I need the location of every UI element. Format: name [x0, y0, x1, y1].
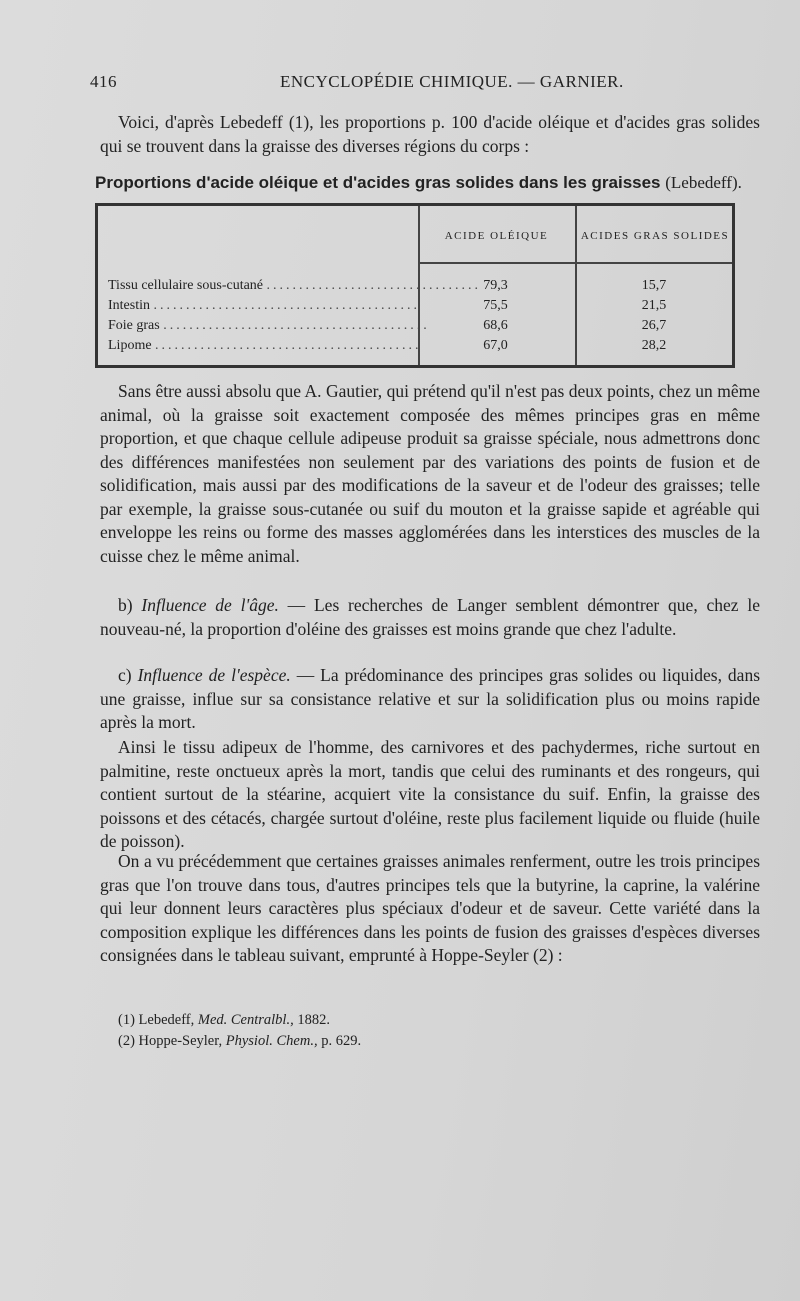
paragraph-age: b) Influence de l'âge. — Les recherches de Langer semblent démontrer que, chez le nouveau-né, la proportion d'oléine des graisses est moins grande que chez l'adulte.	[100, 595, 760, 639]
row-label: Foie gras	[108, 318, 160, 333]
cell-oleique: 67,0	[483, 338, 508, 353]
cell-oleique: 75,5	[483, 298, 508, 313]
paragraph-principes: On a vu précédemment que certaines graisses animales renferment, outre les trois principes gras que l'on trouve dans tous, d'autres principes tels que la butyrine, la caprine, la valérine qui leur donnent leurs caractères plus spéciaux d'odeur et de saveur. Cette variété dans la composition explique les différences dans les points de fusion des graisses d'espèces diverses consignées dans le tableau suivant, emprunté à Hoppe-Seyler (2) :	[100, 851, 760, 965]
cell-solides: 28,2	[641, 338, 667, 353]
intro-paragraph: Voici, d'après Lebedeff (1), les proportions p. 100 d'acide oléique et d'acides gras solides qui se trouvent dans la graisse des diverses régions du corps :	[100, 112, 760, 156]
table-row: Intestin ......................................... 75,5 21,5	[98, 298, 732, 318]
table-row: Tissu cellulaire sous-cutané ................................. 79,3 15,7	[98, 278, 732, 298]
footnote: (1) Lebedeff, Med. Centralbl., 1882.	[118, 1012, 330, 1028]
paragraph-tissu-adipeux: Ainsi le tissu adipeux de l'homme, des carnivores et des pachydermes, riche surtout en palmitine, reste onctueux après la mort, tandis que celui des ruminants et des rongeurs, qui contient surtout de la stéarine, acquiert vite la consistance du suif. Enfin, la graisse des poissons et des cétacés, chargée surtout d'oléine, reste plus facilement liquide ou fluide (huile de poisson).	[100, 737, 760, 851]
cell-solides: 26,7	[641, 318, 667, 333]
row-label: Lipome	[108, 338, 152, 353]
page-header	[90, 72, 730, 96]
table-row: Lipome ......................................... 67,0 28,2	[98, 338, 732, 358]
cell-oleique: 68,6	[483, 318, 508, 333]
data-table	[95, 203, 735, 368]
row-label: Tissu cellulaire sous-cutané	[108, 278, 264, 293]
column-header-oleique: ACIDE OLÉIQUE	[444, 230, 549, 242]
column-header-solides: ACIDES GRAS SOLIDES	[580, 230, 730, 242]
table-row: Foie gras ......................................... 68,6 26,7	[98, 318, 732, 338]
running-head: ENCYCLOPÉDIE CHIMIQUE. — GARNIER.	[280, 72, 624, 91]
page-number: 416	[90, 72, 117, 91]
row-label: Intestin	[108, 298, 150, 313]
cell-solides: 21,5	[641, 298, 667, 313]
cell-solides: 15,7	[641, 278, 667, 293]
table-title: Proportions d'acide oléique et d'acides gras solides dans les graisses (Lebedeff).	[95, 173, 742, 192]
section-heading-age: Influence de l'âge.	[141, 595, 279, 615]
cell-oleique: 79,3	[483, 278, 508, 293]
paragraph-gautier: Sans être aussi absolu que A. Gautier, qui prétend qu'il n'est pas deux points, chez un même animal, où la graisse soit exactement composée des mêmes principes gras en même proportion, et que chaque cellule adipeuse produit sa graisse spéciale, nous admettrons donc des différences manifestées non seulement par des variations des points de fusion et de solidification, mais aussi par des modifications de la saveur et de l'odeur des graisses; telle par exemple, la graisse sous-cutanée ou suif du mouton et la graisse sapide et agréable qui enveloppe les reins ou forme des masses agglomérées dans les interstices des muscles de la cuisse chez le même animal.	[100, 381, 760, 566]
section-heading-espece: Influence de l'espèce.	[137, 665, 291, 685]
table-header-rule	[418, 262, 732, 264]
paragraph-espece: c) Influence de l'espèce. — La prédominance des principes gras solides ou liquides, dans une graisse, influe sur sa consistance relative et sur la solidification plus ou moins rapide après la mort.	[100, 665, 761, 732]
footnote: (2) Hoppe-Seyler, Physiol. Chem., p. 629.	[118, 1033, 362, 1049]
footnotes	[118, 1010, 718, 1052]
